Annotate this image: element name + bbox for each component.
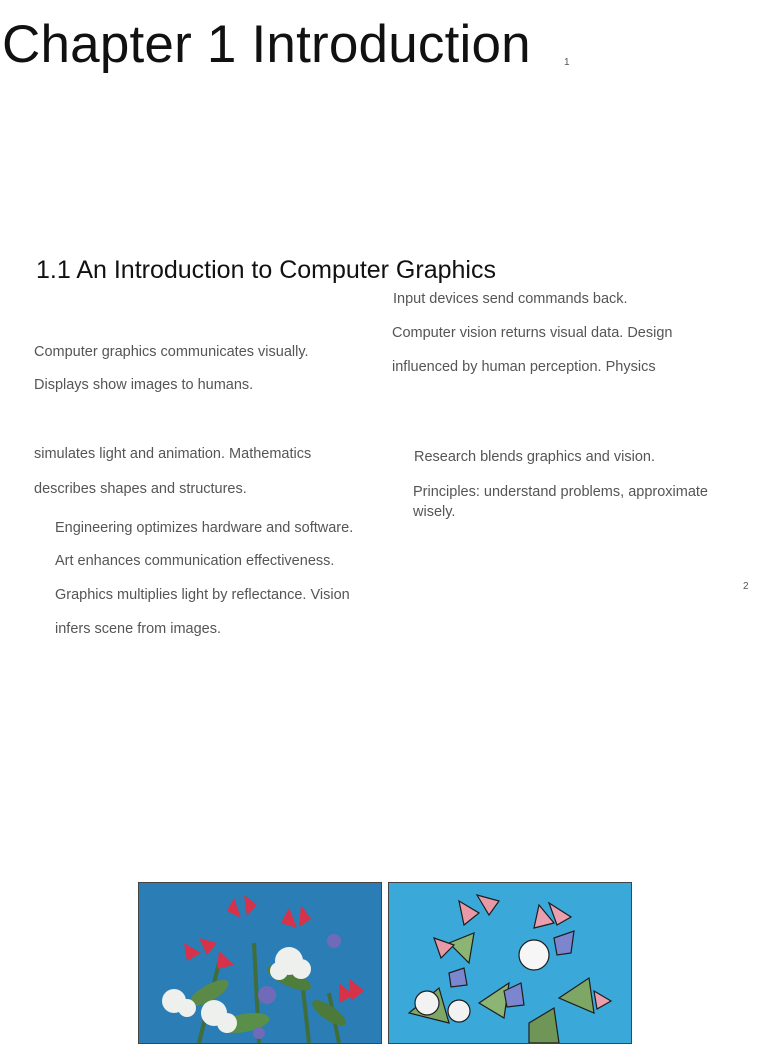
paragraph-line: Graphics multiplies light by reflectance. Vision [55,587,350,603]
paragraph-line: Principles: understand problems, approximate wisely. [413,484,708,520]
page-number-1: 1 [564,57,570,68]
flower-photo-image [138,882,382,1044]
paragraph-line: Research blends graphics and vision. [414,449,655,465]
paragraph-line: Engineering optimizes hardware and software. [55,520,354,536]
paragraph-line: Displays show images to humans. [34,377,254,393]
section-title: 1.1 An Introduction to Computer Graphics [36,256,496,284]
paragraph-line: influenced by human perception. Physics [392,359,656,375]
paragraph-line: simulates light and animation. Mathematics [34,446,312,462]
paragraph-line: Computer vision returns visual data. Design [392,325,673,341]
chapter-title: Chapter 1 Introduction [2,15,531,74]
paragraph-line: describes shapes and structures. [34,481,247,497]
paragraph-line: Art enhances communication effectiveness. [55,553,335,569]
flower-stylized-image [388,882,632,1044]
paragraph-line: Input devices send commands back. [393,291,628,307]
paragraph-line: Computer graphics communicates visually. [34,344,309,360]
page-number-2: 2 [743,581,749,592]
paragraph-line: infers scene from images. [55,621,222,637]
